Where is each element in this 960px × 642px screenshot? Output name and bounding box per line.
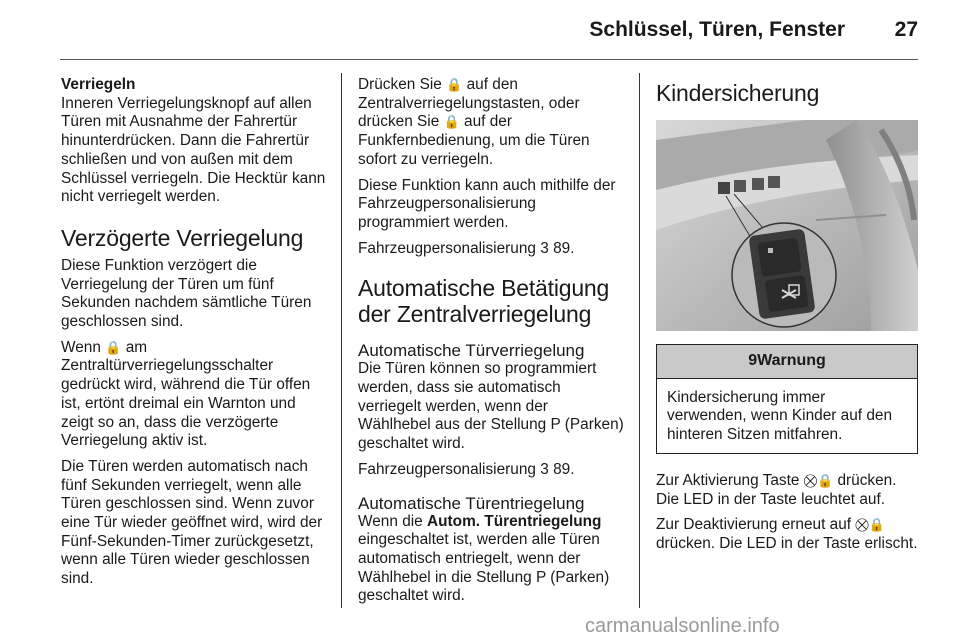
page-header — [0, 18, 960, 48]
paragraph: Diese Funktion verzögert die Verriegelung der Türen um fünf Sekunden nachdem sämtliche Türen geschlossen sind. — [61, 256, 312, 331]
paragraph: Zur Aktivierung Taste ⛒🔒 drücken. Die LED in der Taste leuchtet auf. — [656, 471, 897, 508]
paragraph: Inneren Verriegelungsknopf auf allen Türen mit Ausnahme der Fahrertür hinunterdrücken. Dann die Fahrertür schließen und von außen mit dem Schlüssel verriegeln. Die Hecktür kann nicht verriegelt werden. — [61, 94, 326, 206]
door-panel-illustration — [656, 120, 918, 331]
paragraph: Fahrzeugpersonalisierung 3 89. — [358, 460, 575, 478]
paragraph: Fahrzeugpersonalisierung 3 89. — [358, 239, 575, 257]
paragraph: Die Türen können so programmiert werden, dass sie automatisch verriegelt werden, wenn der Wählhebel aus der Stellung P (Parken) geschaltet wird. — [358, 360, 624, 453]
subsection-heading: Automatische Türentriegelung — [358, 493, 585, 513]
warning-title: 9Warnung — [657, 345, 917, 379]
header-rule — [60, 59, 918, 60]
paragraph: Diese Funktion kann auch mithilfe der Fahrzeugpersonalisierung programmiert werden. — [358, 176, 616, 231]
page-reference: 3 89. — [540, 460, 575, 478]
paragraph: Wenn die Autom. Türentriegelung eingeschaltet ist, werden alle Türen automatisch entriegelt, wenn der Wählhebel in die Stellung P (Parken) geschaltet wird. — [358, 512, 610, 605]
paragraph: Drücken Sie 🔒 auf den Zentralverriegelungstasten, oder drücken Sie 🔒 auf der Funkfernbedienung, um die Türen sofort zu verriegeln. — [358, 76, 590, 168]
lock-icon: 🔒 — [105, 339, 122, 355]
column-2 — [358, 76, 624, 613]
lock-icon: 🔒 — [446, 77, 463, 92]
section-heading: Kindersicherung — [656, 80, 820, 106]
subsection-heading: Automatische Türverriegelung — [358, 341, 585, 361]
section-heading: Automatische Betätigung der Zentralverriegelung — [358, 275, 610, 328]
door-switch-photo — [656, 120, 918, 331]
column-1 — [61, 76, 327, 596]
paragraph: Zur Deaktivierung erneut auf ⛒🔒 drücken. Die LED in der Taste erlischt. — [656, 516, 918, 552]
paragraph: Die Türen werden automatisch nach fünf Sekunden verriegelt, wenn alle Türen geschlossen sind. Wenn zuvor eine Tür wieder geöffnet wird, wird der Fünf-Sekunden-Timer zurückgesetzt, wenn alle Türen wieder geschlossen sind. — [61, 457, 323, 588]
page-reference: 3 89. — [540, 239, 575, 257]
paragraph: Wenn 🔒 am Zentraltürverriegelungsschalter gedrückt wird, während die Tür offen ist, ertönt dreimal ein Warnton und zeigt so an, dass die verzögerte Verriegelung aktiv ist. — [61, 338, 311, 450]
watermark: carmanualsonline.info — [585, 615, 780, 637]
running-title: Schlüssel, Türen, Fenster — [589, 18, 845, 41]
warning-text: Kindersicherung immer verwenden, wenn Kinder auf den hinteren Sitzen mitfahren. — [667, 388, 893, 444]
column-3 — [656, 76, 920, 561]
column-divider-1 — [341, 73, 342, 608]
page-number: 27 — [894, 18, 918, 41]
lock-icon: 🔒 — [443, 114, 460, 130]
runin-heading-verriegeln: Verriegeln — [61, 76, 136, 93]
child-lock-icon: ⛒🔒 — [855, 517, 885, 533]
warning-box — [656, 344, 918, 454]
section-heading: Verzögerte Verriegelung — [61, 224, 304, 251]
child-lock-icon: ⛒🔒 — [803, 472, 834, 488]
menu-setting-name: Autom. Türentriegelung — [427, 512, 602, 530]
column-divider-2 — [639, 73, 640, 608]
